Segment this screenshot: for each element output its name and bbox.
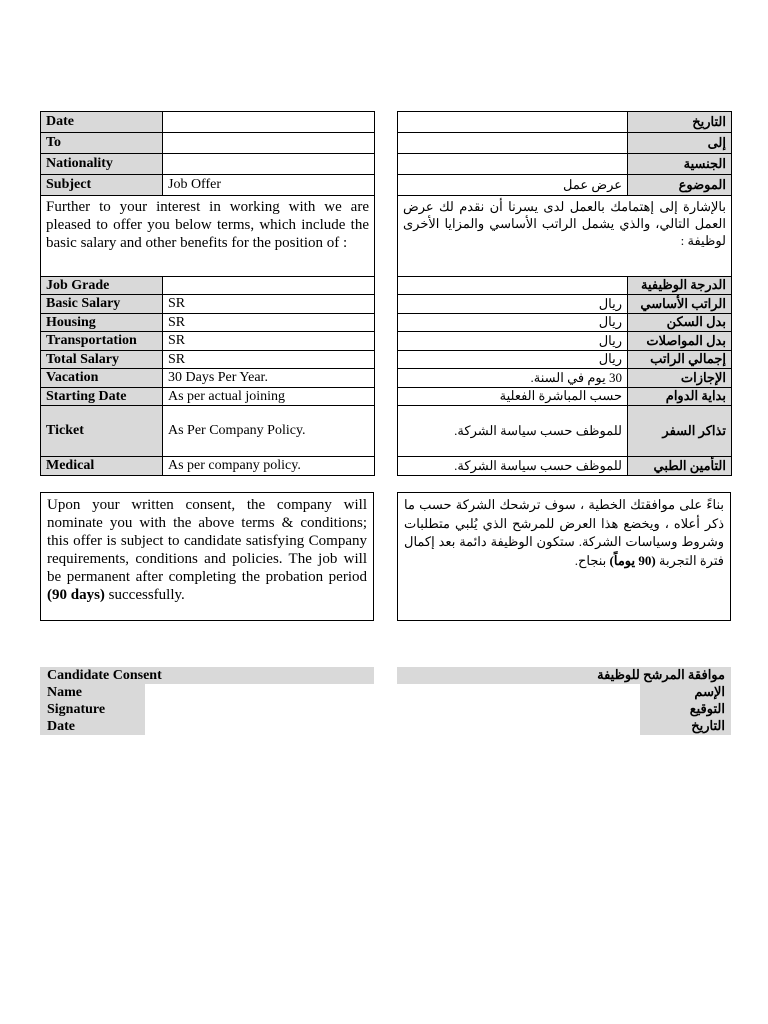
ticket-row xyxy=(41,406,375,457)
ar-candidate-consent-heading: موافقة المرشح للوظيفة xyxy=(397,667,731,684)
ar-job-grade-label: الدرجة الوظيفية xyxy=(628,277,732,295)
intro-paragraph: Further to your interest in working with we are pleased to offer you below terms, which include the basic salary and other benefits for the position of : xyxy=(41,196,375,277)
job-grade-value[interactable] xyxy=(163,277,375,295)
basic-salary-label: Basic Salary xyxy=(41,295,163,314)
ar-transportation-label: بدل المواصلات xyxy=(628,332,732,351)
ar-subject-label: الموضوع xyxy=(628,175,732,196)
transportation-label: Transportation xyxy=(41,332,163,351)
consent-date-label: Date xyxy=(40,718,145,735)
ar-vacation-value: 30 يوم في السنة. xyxy=(398,369,628,388)
candidate-consent-heading: Candidate Consent xyxy=(40,667,374,684)
ar-date-row xyxy=(398,112,732,133)
medical-label: Medical xyxy=(41,457,163,476)
starting-date-row xyxy=(41,388,375,406)
ar-total-salary-label: إجمالي الراتب xyxy=(628,351,732,369)
ar-consent-date-label: التاريخ xyxy=(640,718,731,735)
ar-job-grade-row xyxy=(398,277,732,295)
ar-ticket-row xyxy=(398,406,732,457)
housing-row xyxy=(41,314,375,332)
ar-to-label: إلى xyxy=(628,133,732,154)
ar-transportation-value: ريال xyxy=(398,332,628,351)
nationality-label: Nationality xyxy=(41,154,163,175)
ar-signature-label: التوقيع xyxy=(640,701,731,718)
ar-total-salary-value: ريال xyxy=(398,351,628,369)
to-value[interactable] xyxy=(163,133,375,154)
vacation-row xyxy=(41,369,375,388)
nationality-row xyxy=(41,154,375,175)
total-salary-row xyxy=(41,351,375,369)
ar-nationality-value[interactable] xyxy=(398,154,628,175)
nationality-value[interactable] xyxy=(163,154,375,175)
basic-salary-value: SR xyxy=(163,295,375,314)
ar-total-salary-row xyxy=(398,351,732,369)
intro-row xyxy=(41,196,375,277)
ar-basic-salary-label: الراتب الأساسي xyxy=(628,295,732,314)
ar-subject-value: عرض عمل xyxy=(398,175,628,196)
medical-value: As per company policy. xyxy=(163,457,375,476)
ar-subject-row xyxy=(398,175,732,196)
arabic-consent-text: بناءً على موافقتك الخطية ، سوف ترشحك الشركة حسب ما ذكر أعلاه ، ويخضع هذا العرض للمرشح الذي يُلبي متطلبات وشروط وسياسات الشركة. ستكون الوظيفة دائمة بعد إكمال فترة التجربة xyxy=(404,497,724,568)
ar-transportation-row xyxy=(398,332,732,351)
arabic-probation-period: (90 يوماً) xyxy=(609,552,656,568)
subject-row xyxy=(41,175,375,196)
english-probation-period: (90 days) xyxy=(47,587,105,603)
ar-medical-label: التأمين الطبي xyxy=(628,457,732,476)
subject-label: Subject xyxy=(41,175,163,196)
ticket-value: As Per Company Policy. xyxy=(163,406,375,457)
ar-date-value[interactable] xyxy=(398,112,628,133)
ar-housing-row xyxy=(398,314,732,332)
date-label: Date xyxy=(41,112,163,133)
housing-label: Housing xyxy=(41,314,163,332)
ar-to-row xyxy=(398,133,732,154)
to-label: To xyxy=(41,133,163,154)
ar-medical-value: للموظف حسب سياسة الشركة. xyxy=(398,457,628,476)
english-consent-text: Upon your written consent, the company will nominate you with the above terms & conditions; this offer is subject to candidate satisfying Company requirements, conditions and policies. The job will be permanent after completing the probation period xyxy=(47,497,367,585)
to-row xyxy=(41,133,375,154)
ar-date-label: التاريخ xyxy=(628,112,732,133)
name-label: Name xyxy=(40,684,145,701)
basic-salary-row xyxy=(41,295,375,314)
job-grade-label: Job Grade xyxy=(41,277,163,295)
job-grade-row xyxy=(41,277,375,295)
subject-value: Job Offer xyxy=(163,175,375,196)
ar-to-value[interactable] xyxy=(398,133,628,154)
english-offer-table xyxy=(40,111,375,476)
housing-value: SR xyxy=(163,314,375,332)
total-salary-label: Total Salary xyxy=(41,351,163,369)
ar-starting-date-label: بداية الدوام xyxy=(628,388,732,406)
ar-nationality-label: الجنسية xyxy=(628,154,732,175)
ar-medical-row xyxy=(398,457,732,476)
ar-housing-value: ريال xyxy=(398,314,628,332)
medical-row xyxy=(41,457,375,476)
ticket-label: Ticket xyxy=(41,406,163,457)
ar-starting-date-value: حسب المباشرة الفعلية xyxy=(398,388,628,406)
arabic-consent-text-end: بنجاح. xyxy=(574,552,610,568)
ar-ticket-value: للموظف حسب سياسة الشركة. xyxy=(398,406,628,457)
ar-vacation-label: الإجازات xyxy=(628,369,732,388)
ar-job-grade-value[interactable] xyxy=(398,277,628,295)
transportation-row xyxy=(41,332,375,351)
ar-intro-row xyxy=(398,196,732,277)
ar-intro-paragraph: بالإشارة إلى إهتمامك بالعمل لدى يسرنا أن نقدم لك عرض العمل التالي، والذي يشمل الراتب الأساسي والمزايا الأخرى لوظيفة : xyxy=(398,196,732,277)
ar-ticket-label: تذاكر السفر xyxy=(628,406,732,457)
ar-basic-salary-row xyxy=(398,295,732,314)
english-consent-paragraph xyxy=(40,492,374,621)
ar-starting-date-row xyxy=(398,388,732,406)
ar-housing-label: بدل السكن xyxy=(628,314,732,332)
ar-name-label: الإسم xyxy=(640,684,731,701)
total-salary-value: SR xyxy=(163,351,375,369)
ar-vacation-row xyxy=(398,369,732,388)
transportation-value: SR xyxy=(163,332,375,351)
ar-basic-salary-value: ريال xyxy=(398,295,628,314)
ar-nationality-row xyxy=(398,154,732,175)
arabic-consent-paragraph xyxy=(397,492,731,621)
vacation-label: Vacation xyxy=(41,369,163,388)
date-value[interactable] xyxy=(163,112,375,133)
signature-label: Signature xyxy=(40,701,145,718)
english-consent-text-end: successfully. xyxy=(104,587,185,603)
vacation-value: 30 Days Per Year. xyxy=(163,369,375,388)
arabic-offer-table xyxy=(397,111,732,476)
starting-date-label: Starting Date xyxy=(41,388,163,406)
date-row xyxy=(41,112,375,133)
starting-date-value: As per actual joining xyxy=(163,388,375,406)
